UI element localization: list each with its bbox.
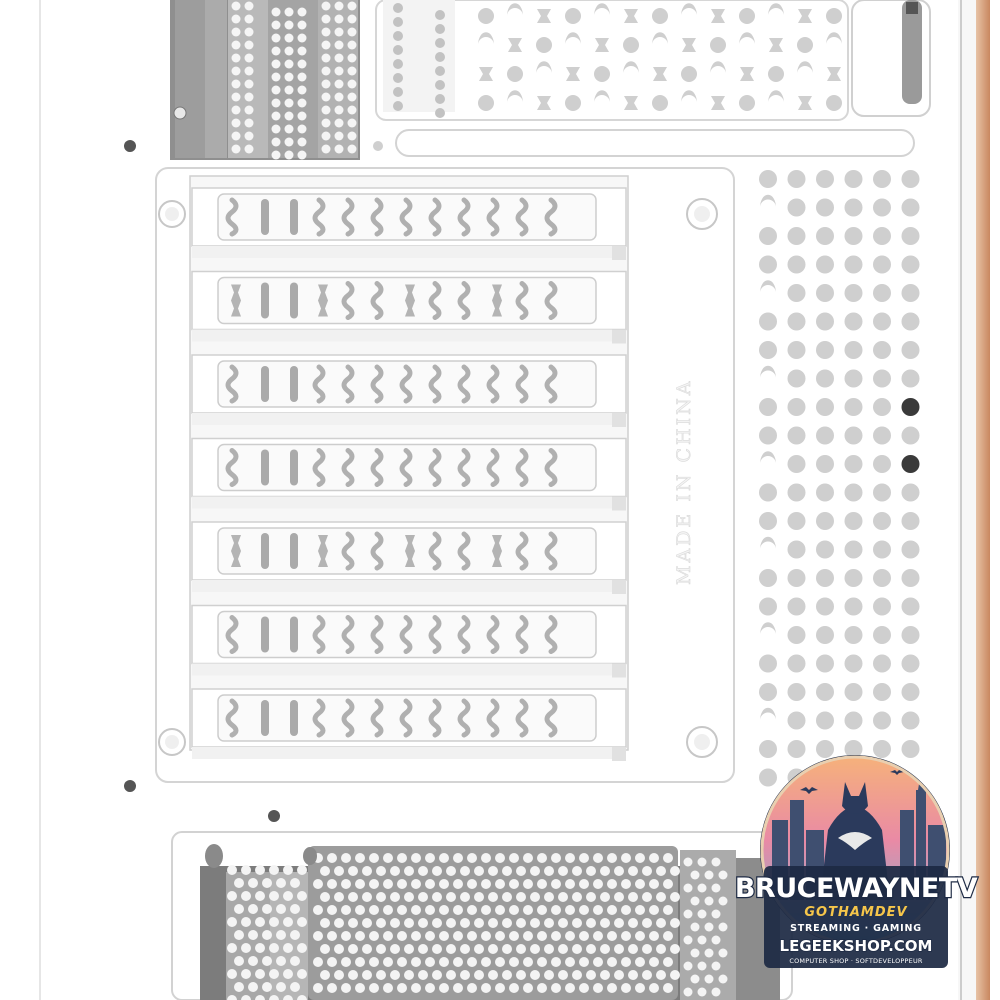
expansion-slot-cover [192,272,626,344]
top-cable-panel [376,0,930,120]
expansion-slot-cover [192,522,626,594]
expansion-slot-cover [192,689,626,761]
expansion-slot-cover [192,355,626,427]
expansion-slot-cover [192,606,626,678]
expansion-slot-frame [156,168,734,782]
watermark-tagline: STREAMING · GAMING [790,923,922,934]
watermark-fineprint: COMPUTER SHOP · SOFTDEVELOPPEUR [789,957,923,965]
watermark-title: BRUCEWAYNETV [734,873,978,904]
watermark-shop: LEGEEKSHOP.COM [779,937,933,955]
made-in-china-emboss: MADE IN CHINA [673,378,695,585]
watermark-subtitle: GOTHAMDEV [804,905,908,920]
expansion-slot-cover [192,439,626,511]
top-left-bracket [170,0,360,160]
bottom-mesh-shroud [172,832,792,1000]
expansion-slot-cover [192,188,626,260]
